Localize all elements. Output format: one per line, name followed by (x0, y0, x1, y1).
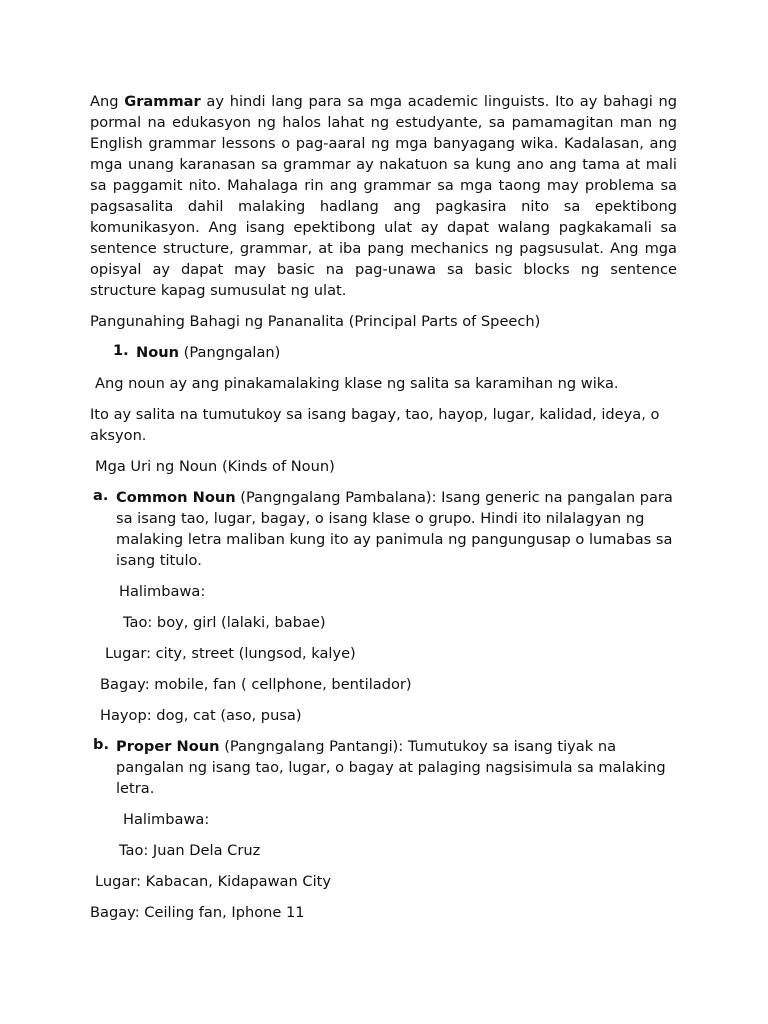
common-noun-example: Lugar: city, street (lungsod, kalye) (105, 645, 356, 662)
common-noun-marker: a. (93, 487, 109, 504)
proper-noun-example-label: Halimbawa: (123, 811, 210, 828)
proper-noun-title: Proper Noun (116, 738, 220, 755)
proper-noun-example: Tao: Juan Dela Cruz (119, 842, 261, 859)
section-heading: Pangunahing Bahagi ng Pananalita (Principal Parts of Speech) (90, 313, 541, 330)
intro-paragraph (90, 91, 677, 301)
intro-lead: Ang (90, 93, 125, 110)
noun-title: Noun (136, 344, 180, 361)
noun-kinds-heading: Mga Uri ng Noun (Kinds of Noun) (95, 458, 335, 475)
common-noun-title: Common Noun (116, 489, 236, 506)
noun-title-rest: (Pangngalan) (179, 344, 281, 361)
proper-noun-marker: b. (93, 736, 109, 753)
noun-description: Ito ay salita na tumutukoy sa isang bagay, tao, hayop, lugar, kalidad, ideya, o aksyon. (90, 406, 660, 444)
common-noun-item (90, 487, 677, 571)
common-noun-example: Tao: boy, girl (lalaki, babae) (123, 614, 326, 631)
common-noun-example: Hayop: dog, cat (aso, pusa) (100, 707, 302, 724)
common-noun-example-label: Halimbawa: (119, 583, 206, 600)
noun-definition: Ang noun ay ang pinakamalaking klase ng salita sa karamihan ng wika. (95, 375, 619, 392)
proper-noun-text: (Pangngalang Pantangi): Tumutukoy sa isang tiyak na pangalan ng isang tao, lugar, o bagay at palaging nagsisimula sa malaking letra. (116, 738, 666, 797)
proper-noun-example: Lugar: Kabacan, Kidapawan City (95, 873, 331, 890)
document-page (90, 91, 677, 933)
noun-heading (90, 342, 677, 363)
intro-text: ay hindi lang para sa mga academic linguists. Ito ay bahagi ng pormal na edukasyon ng halos lahat ng estudyante, sa pamamagitan man ng English grammar lessons o pag-aaral ng mga banyagang wika. Kadalasan, ang mga unang karanasan sa grammar ay nakatuon sa kung ano ang tama at mali sa paggamit nito. Mahalaga rin ang grammar sa mga taong may problema sa pagsasalita dahil malaking hadlang ang pagkasira nito sa epektibong komunikasyon. Ang isang epektibong ulat ay dapat walang pagkakamali sa sentence structure, grammar, at iba pang mechanics ng pagsusulat. Ang mga opisyal ay dapat may basic na pag-unawa sa basic blocks ng sentence structure kapag sumusulat ng ulat. (90, 93, 678, 299)
proper-noun-item (90, 736, 677, 799)
noun-number: 1. (113, 342, 129, 359)
intro-bold-term: Grammar (124, 93, 201, 110)
proper-noun-example: Bagay: Ceiling fan, Iphone 11 (90, 904, 305, 921)
common-noun-text: (Pangngalang Pambalana): Isang generic na pangalan para sa isang tao, lugar, bagay, o isang klase o grupo. Hindi ito nilalagyan ng malaking letra maliban kung ito ay panimula ng pangungusap o lumabas sa isang titulo. (116, 489, 673, 569)
common-noun-example: Bagay: mobile, fan ( cellphone, bentilador) (100, 676, 412, 693)
